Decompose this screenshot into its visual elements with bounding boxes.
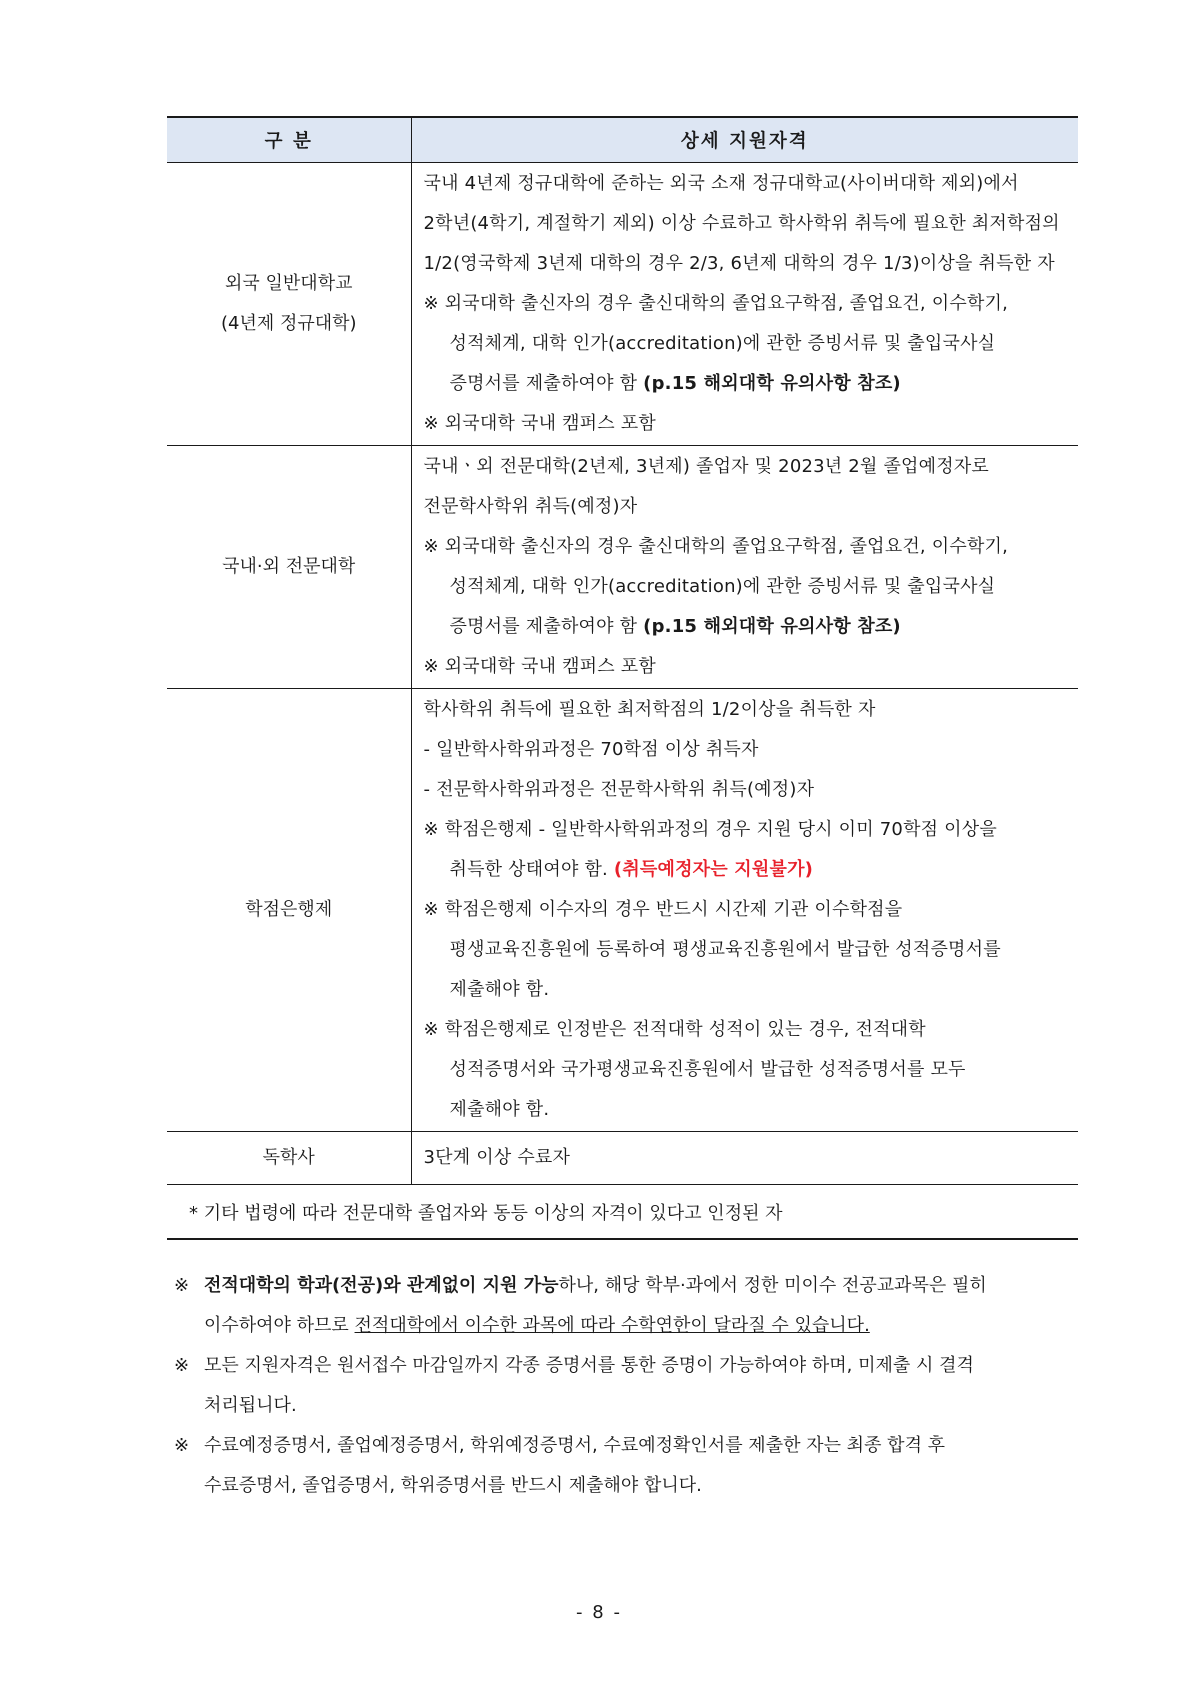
- note-item: [174, 1266, 1074, 1346]
- detail-line: ※ 외국대학 출신자의 경우 출신대학의 졸업요구학점, 졸업요건, 이수학기,: [423, 536, 1009, 557]
- detail-line: ※ 외국대학 국내 캠퍼스 포함: [423, 656, 656, 677]
- detail-line: 성적체계, 대학 인가(accreditation)에 관한 증빙서류 및 출입국사실: [449, 333, 996, 354]
- note-mark: ※: [174, 1355, 190, 1376]
- detail-cell: [411, 446, 1078, 689]
- category-label: 학점은행제: [245, 899, 333, 920]
- note-line: 전적대학의 학과(전공)와 관계없이 지원 가능하나, 해당 학부·과에서 정한 미이수 전공교과목은 필히: [204, 1275, 987, 1296]
- table-header-row: [167, 117, 1078, 163]
- detail-line: 전문학사학위 취득(예정)자: [423, 496, 638, 517]
- header-category: 구 분: [167, 117, 411, 163]
- detail-line: - 전문학사학위과정은 전문학사학위 취득(예정)자: [423, 779, 815, 800]
- note-line: 처리됩니다.: [204, 1395, 297, 1416]
- detail-line: 3단계 이상 수료자: [423, 1147, 571, 1168]
- detail-cell: [411, 163, 1078, 446]
- detail-line: - 일반학사학위과정은 70학점 이상 취득자: [423, 739, 759, 760]
- category-label: 독학사: [262, 1147, 315, 1168]
- category-label: (4년제 정규대학): [220, 313, 357, 334]
- table-row: [167, 446, 1078, 689]
- detail-line: 제출해야 함.: [449, 979, 550, 1000]
- note-item: [174, 1426, 1074, 1506]
- detail-line: ※ 학점은행제로 인정받은 전적대학 성적이 있는 경우, 전적대학: [423, 1019, 926, 1040]
- note-underline: 전적대학에서 이수한 과목에 따라 수학연한이 달라질 수 있습니다.: [354, 1315, 870, 1336]
- table-footnote: * 기타 법령에 따라 전문대학 졸업자와 동등 이상의 자격이 있다고 인정된 자: [167, 1185, 1078, 1240]
- detail-line: ※ 외국대학 출신자의 경우 출신대학의 졸업요구학점, 졸업요건, 이수학기,: [423, 293, 1009, 314]
- category-label: 외국 일반대학교: [225, 273, 353, 294]
- note-line: 수료예정증명서, 졸업예정증명서, 학위예정증명서, 수료예정확인서를 제출한 자는 최종 합격 후: [204, 1435, 946, 1456]
- table-row: [167, 689, 1078, 1132]
- table-row: [167, 163, 1078, 446]
- detail-line: 국내 4년제 정규대학에 준하는 외국 소재 정규대학교(사이버대학 제외)에서: [423, 173, 1019, 194]
- detail-line: 평생교육진흥원에 등록하여 평생교육진흥원에서 발급한 성적증명서를: [449, 939, 1001, 960]
- header-detail: 상세 지원자격: [411, 117, 1078, 163]
- warning-note: (취득예정자는 지원불가): [613, 859, 814, 880]
- category-cell: [167, 1132, 411, 1185]
- category-label: 국내·외 전문대학: [222, 556, 356, 577]
- note-mark: ※: [174, 1275, 190, 1296]
- detail-line: ※ 학점은행제 이수자의 경우 반드시 시간제 기관 이수학점을: [423, 899, 903, 920]
- detail-line: 성적체계, 대학 인가(accreditation)에 관한 증빙서류 및 출입국사실: [449, 576, 996, 597]
- note-line: 이수하여야 하므로 전적대학에서 이수한 과목에 따라 수학연한이 달라질 수 있습니다.: [204, 1315, 870, 1336]
- detail-line: ※ 외국대학 국내 캠퍼스 포함: [423, 413, 656, 434]
- detail-line: 제출해야 함.: [449, 1099, 550, 1120]
- category-cell: [167, 446, 411, 689]
- category-cell: [167, 163, 411, 446]
- detail-line: ※ 학점은행제 - 일반학사학위과정의 경우 지원 당시 이미 70학점 이상을: [423, 819, 997, 840]
- notes-section: [174, 1266, 1074, 1506]
- table-row: [167, 1132, 1078, 1185]
- eligibility-table: [167, 116, 1078, 1240]
- detail-cell: [411, 689, 1078, 1132]
- detail-line: 취득한 상태여야 함. (취득예정자는 지원불가): [449, 859, 814, 880]
- detail-cell: [411, 1132, 1078, 1185]
- category-cell: [167, 689, 411, 1132]
- detail-line: 증명서를 제출하여야 함 (p.15 해외대학 유의사항 참조): [449, 616, 901, 637]
- table-footnote-row: [167, 1185, 1078, 1240]
- reference-note: (p.15 해외대학 유의사항 참조): [643, 373, 901, 394]
- detail-line: 증명서를 제출하여야 함 (p.15 해외대학 유의사항 참조): [449, 373, 901, 394]
- note-line: 수료증명서, 졸업증명서, 학위증명서를 반드시 제출해야 합니다.: [204, 1475, 702, 1496]
- note-emphasis: 전적대학의 학과(전공)와 관계없이 지원 가능: [204, 1275, 559, 1296]
- note-line: 모든 지원자격은 원서접수 마감일까지 각종 증명서를 통한 증명이 가능하여야 하며, 미제출 시 결격: [204, 1355, 974, 1376]
- detail-line: 2학년(4학기, 계절학기 제외) 이상 수료하고 학사학위 취득에 필요한 최저학점의: [423, 213, 1060, 234]
- detail-line: 1/2(영국학제 3년제 대학의 경우 2/3, 6년제 대학의 경우 1/3)이상을 취득한 자: [423, 253, 1055, 274]
- note-item: [174, 1346, 1074, 1426]
- detail-line: 국내ㆍ외 전문대학(2년제, 3년제) 졸업자 및 2023년 2월 졸업예정자로: [423, 456, 989, 477]
- detail-line: 성적증명서와 국가평생교육진흥원에서 발급한 성적증명서를 모두: [449, 1059, 966, 1080]
- detail-line: 학사학위 취득에 필요한 최저학점의 1/2이상을 취득한 자: [423, 699, 876, 720]
- reference-note: (p.15 해외대학 유의사항 참조): [643, 616, 901, 637]
- note-mark: ※: [174, 1435, 190, 1456]
- page-number: - 8 -: [576, 1602, 622, 1623]
